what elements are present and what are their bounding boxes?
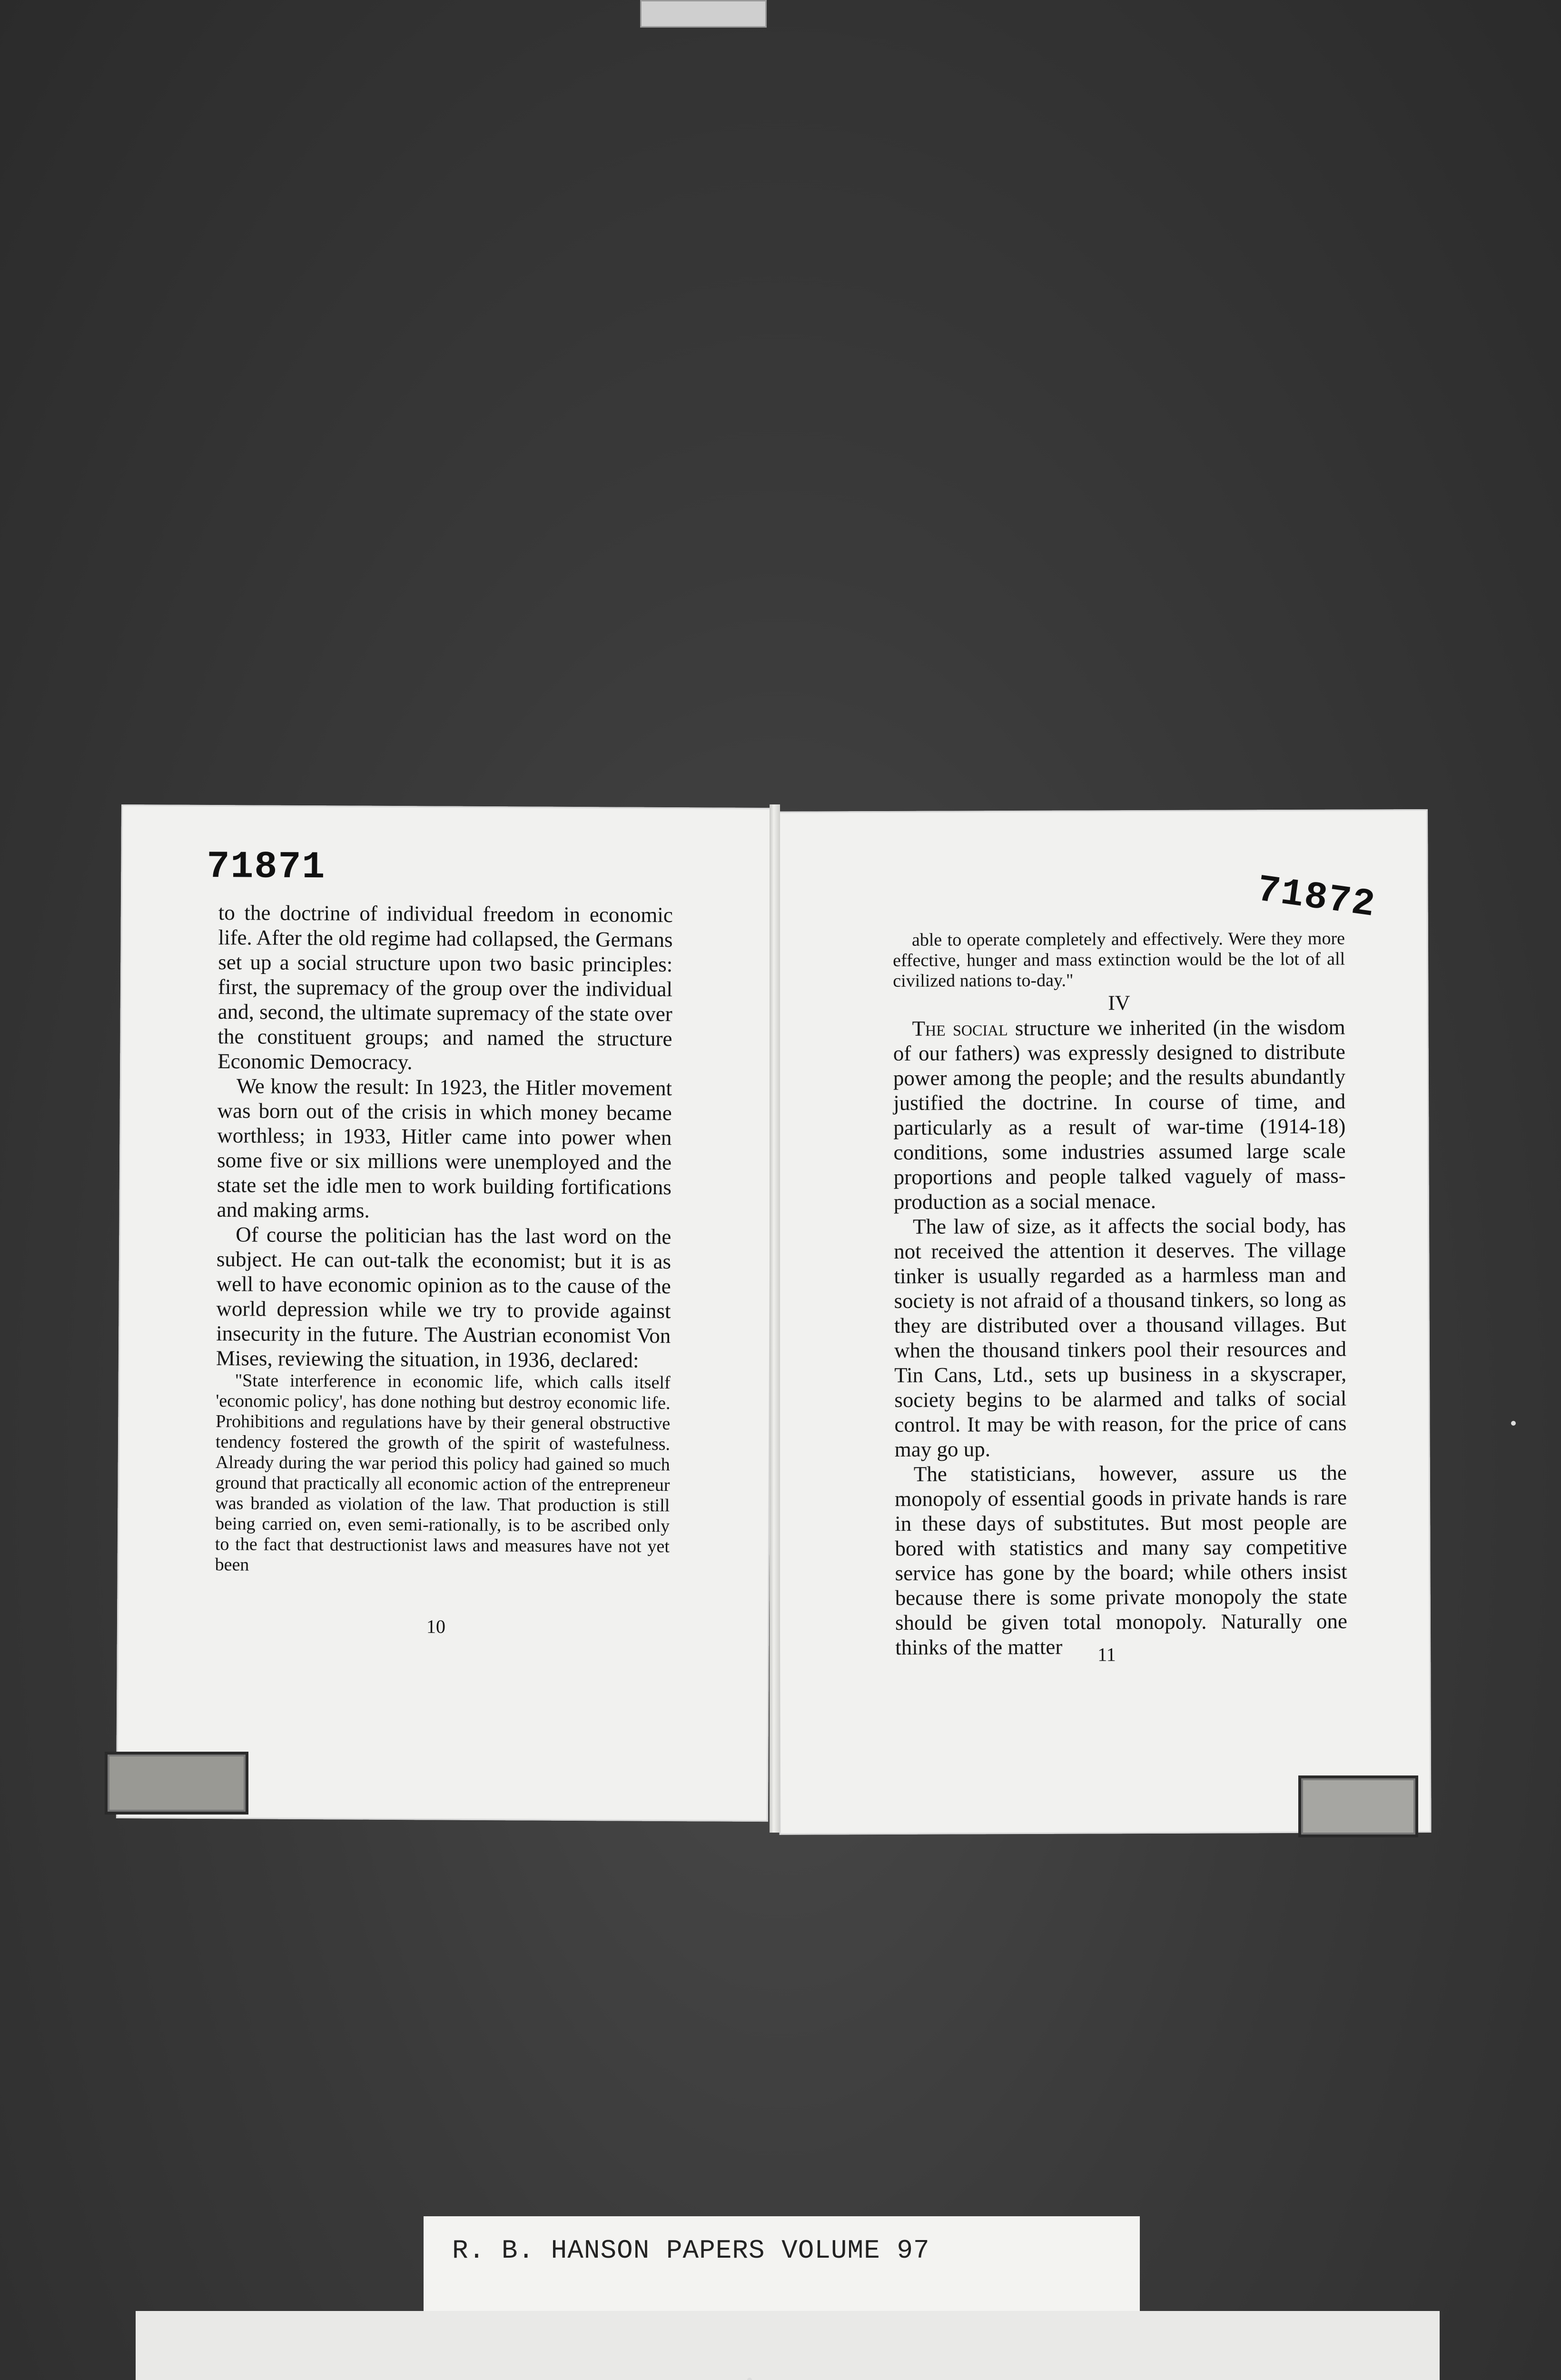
left-paragraph-2: We know the result: In 1923, the Hitler movement was born out of the crisis in which money became worthless; in 1933, Hitler came into power when some five or six millions were unemployed and the state set the idle men to work building fortifications and making arms. [217,1074,672,1222]
lead-in-text: The social [912,1016,1008,1041]
right-quote-continued: able to operate completely and effectively. Were they more effective, hunger and mass extinction would be the lot of all civilized nations to-day." [893,928,1345,991]
left-page-text [215,900,673,1577]
film-speck [1511,1421,1516,1426]
left-page-clip [105,1752,248,1815]
right-leaf-number: 71872 [1254,868,1378,928]
right-page-text [893,929,1347,1660]
open-book [121,804,1430,1828]
left-paragraph-1: to the doctrine of individual freedom in economic life. After the old regime had collapsed, the Germans set up a social structure upon two basic principles: first, the supremacy of the group over the individual and, second, the ultimate supremacy of the state over the constituent groups; and named the structure Economic Democracy. [217,901,673,1074]
right-page [776,809,1431,1835]
section-heading: IV [1108,991,1130,1015]
left-page-number: 10 [426,1616,446,1637]
left-quote: "State interference in economic life, which calls itself 'economic policy', has done nothing but destroy economic life. Prohibitions and regulations have by their general obstructive tendency fostered the growth of the spirit of wastefulness. Already during the war period this policy had gained so much ground that practically all economic action of the entrepreneur was branded as violation of the law. That production is still being carried on, even semi-rationally, is to be ascribed only to the fact that destructionist laws and measures have not yet been [215,1370,671,1575]
book-gutter [770,804,780,1833]
right-paragraph-2: The law of size, as it affects the social body, has not received the attention it deserves. The village tinker is usually regarded as a harmless man and society is not afraid of a thousand tinkers, so long as they are distributed over a thousand villages. But when the thousand tinkers pool their resources and Tin Cans, Ltd., sets up business in a skyscraper, society begins to be alarmed and talks of social control. It may be with reason, for the price of cans may go up. [894,1213,1347,1461]
archives-card [136,2311,1440,2380]
left-page [116,804,773,1822]
left-paragraph-3: Of course the politician has the last word on the subject. He can out-talk the economist; but it is as well to have economic opinion as to the cause of the world depression while we try to provide against insecurity in the future. The Austrian economist Von Mises, reviewing the situation, in 1936, declared: [216,1222,672,1372]
volume-label-text: R. B. HANSON PAPERS VOLUME 97 [452,2235,930,2266]
right-paragraph-1: structure we inherited (in the wisdom of our fathers) was expressly designed to distribute power among the people; and the results abundantly justified the doctrine. In course of time, and particularly as a result of war-time (1914-18) conditions, some industries assumed large scale proportions and people talked vaguely of mass-production as a social menace. [893,1015,1346,1214]
right-page-clip [1298,1775,1418,1837]
right-page-number: 11 [1097,1644,1116,1666]
film-tab [640,0,767,28]
right-paragraph-3: The statisticians, however, assure us the monopoly of essential goods in private hands is rare in these days of substitutes. But most people are bored with statistics and many say competitive service has gone by the board; while others insist because there is some private monopoly the state should be given total monopoly. Naturally one thinks of the matter [894,1460,1348,1659]
left-leaf-number: 71871 [207,845,326,890]
film-speck [747,2378,752,2380]
